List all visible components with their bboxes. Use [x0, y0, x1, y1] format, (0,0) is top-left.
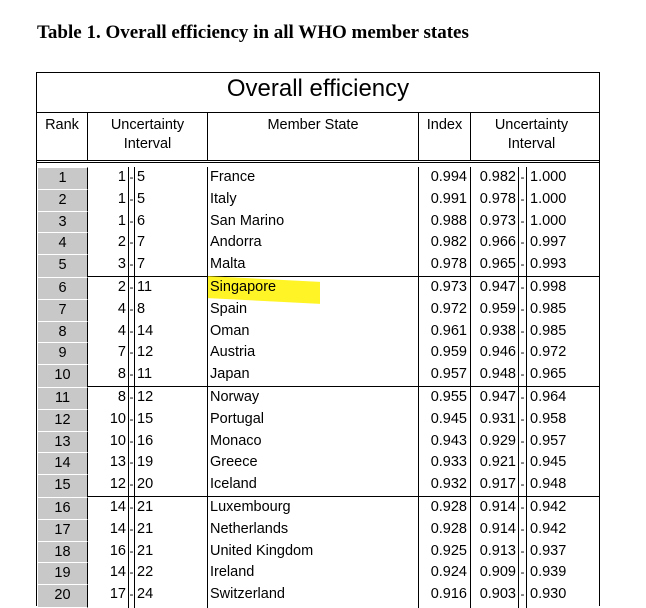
uncertainty-high: 20 [137, 476, 154, 493]
uncertainty-high: 7 [137, 234, 146, 251]
rank-cell: 16 [37, 497, 88, 521]
table-row [37, 211, 599, 233]
range-dash: - [128, 497, 135, 521]
uncertainty-low: 13 [109, 454, 126, 471]
uncertainty-interval-cell [88, 299, 208, 323]
member-state-cell [208, 562, 419, 586]
index-uncertainty-low: 0.982 [479, 169, 516, 185]
uncertainty-low: 3 [117, 256, 126, 273]
uncertainty-low: 10 [109, 410, 126, 427]
member-state-name: Spain [210, 300, 248, 317]
member-state-cell [208, 497, 419, 521]
range-dash: - [518, 321, 527, 345]
member-state-cell [208, 277, 419, 301]
uncertainty-low: 1 [117, 212, 126, 229]
table-row [37, 254, 599, 276]
index-uncertainty-low: 0.909 [479, 564, 516, 581]
member-state-name: Iceland [210, 476, 257, 493]
range-dash: - [518, 584, 527, 608]
range-dash: - [518, 232, 527, 256]
rank-cell: 8 [37, 321, 88, 345]
index-cell: 0.991 [419, 189, 471, 213]
index-uncertainty-high: 0.939 [530, 564, 567, 581]
uncertainty-low: 4 [117, 300, 126, 317]
member-state-cell [208, 189, 419, 213]
index-uncertainty-high: 1.000 [530, 169, 567, 185]
index-uncertainty-high: 0.972 [530, 344, 567, 361]
index-uncertainty-cell [471, 342, 592, 366]
member-state-name: Portugal [210, 410, 265, 427]
uncertainty-interval-cell [88, 189, 208, 213]
member-state-name: Switzerland [210, 586, 285, 603]
member-state-cell [208, 321, 419, 345]
uncertainty-high: 16 [137, 432, 154, 449]
index-uncertainty-low: 0.965 [479, 256, 516, 273]
index-cell: 0.959 [419, 342, 471, 366]
range-dash: - [128, 474, 135, 498]
index-cell: 0.972 [419, 299, 471, 323]
uncertainty-low: 12 [109, 476, 126, 493]
member-state-name: Greece [210, 454, 258, 471]
uncertainty-interval-cell [88, 409, 208, 433]
range-dash: - [518, 387, 527, 411]
uncertainty-high: 12 [137, 344, 154, 361]
table-row [37, 364, 599, 386]
member-state-cell [208, 167, 419, 191]
uncertainty-low: 2 [117, 234, 126, 251]
uncertainty-low: 10 [109, 432, 126, 449]
header-index-uncertainty [471, 113, 592, 160]
index-cell: 0.928 [419, 497, 471, 521]
range-dash: - [128, 519, 135, 543]
index-uncertainty-low: 0.931 [479, 410, 516, 427]
uncertainty-high: 12 [137, 388, 154, 405]
range-dash: - [128, 409, 135, 433]
index-uncertainty-low: 0.914 [479, 520, 516, 537]
header-index-uncertainty-line1: Uncertainty [494, 117, 569, 133]
uncertainty-interval-cell [88, 277, 208, 301]
range-dash: - [128, 364, 135, 388]
index-uncertainty-cell [471, 364, 592, 388]
range-dash: - [128, 321, 135, 345]
rank-cell: 13 [37, 431, 88, 455]
uncertainty-high: 11 [137, 278, 153, 295]
range-dash: - [518, 342, 527, 366]
index-uncertainty-cell [471, 387, 592, 411]
rank-cell: 2 [37, 189, 88, 213]
index-cell: 0.945 [419, 409, 471, 433]
range-dash: - [128, 562, 135, 586]
table-row [37, 342, 599, 364]
member-state-cell [208, 519, 419, 543]
table-row [37, 167, 599, 189]
uncertainty-interval-cell [88, 254, 208, 278]
range-dash: - [518, 167, 527, 191]
index-uncertainty-low: 0.929 [479, 432, 516, 449]
index-cell: 0.924 [419, 562, 471, 586]
uncertainty-high: 5 [137, 190, 146, 207]
header-member-state: Member State [208, 113, 419, 160]
header-uncertainty-line1: Uncertainty [110, 117, 185, 133]
index-cell: 0.925 [419, 541, 471, 565]
index-uncertainty-high: 0.997 [530, 234, 567, 251]
member-state-cell [208, 232, 419, 256]
member-state-cell [208, 584, 419, 608]
table-row [37, 541, 599, 563]
member-state-name: France [210, 169, 256, 185]
header-uncertainty-interval [88, 113, 208, 160]
member-state-name: United Kingdom [210, 542, 314, 559]
uncertainty-low: 14 [109, 564, 126, 581]
member-state-name: Italy [210, 190, 237, 207]
range-dash: - [518, 562, 527, 586]
index-uncertainty-cell [471, 232, 592, 256]
member-state-name: Monaco [210, 432, 262, 449]
range-dash: - [128, 254, 135, 278]
table-row [37, 299, 599, 321]
index-uncertainty-low: 0.903 [479, 586, 516, 603]
member-state-name: Japan [210, 366, 250, 383]
index-uncertainty-cell [471, 189, 592, 213]
range-dash: - [128, 189, 135, 213]
range-dash: - [128, 541, 135, 565]
index-uncertainty-high: 0.998 [530, 278, 567, 295]
member-state-name: Luxembourg [210, 498, 291, 515]
index-uncertainty-cell [471, 474, 592, 498]
index-cell: 0.973 [419, 277, 471, 301]
index-uncertainty-low: 0.966 [479, 234, 516, 251]
uncertainty-interval-cell [88, 452, 208, 476]
index-uncertainty-high: 0.958 [530, 410, 567, 427]
index-uncertainty-cell [471, 254, 592, 278]
member-state-name: Andorra [210, 234, 262, 251]
uncertainty-interval-cell [88, 584, 208, 608]
uncertainty-interval-cell [88, 321, 208, 345]
range-dash: - [128, 211, 135, 235]
range-dash: - [518, 431, 527, 455]
index-uncertainty-cell [471, 277, 592, 301]
index-cell: 0.932 [419, 474, 471, 498]
index-uncertainty-cell [471, 541, 592, 565]
uncertainty-high: 8 [137, 300, 146, 317]
table-row [37, 276, 599, 299]
rank-cell: 15 [37, 474, 88, 498]
member-state-cell [208, 474, 419, 498]
index-cell: 0.957 [419, 364, 471, 388]
uncertainty-interval-cell [88, 474, 208, 498]
member-state-cell [208, 299, 419, 323]
table-header-row [37, 113, 599, 163]
rank-cell: 6 [37, 277, 88, 301]
uncertainty-interval-cell [88, 342, 208, 366]
range-dash: - [518, 409, 527, 433]
range-dash: - [518, 519, 527, 543]
uncertainty-high: 11 [137, 366, 153, 383]
member-state-cell [208, 254, 419, 278]
index-uncertainty-cell [471, 584, 592, 608]
table-row [37, 519, 599, 541]
range-dash: - [518, 541, 527, 565]
table-row [37, 409, 599, 431]
range-dash: - [518, 189, 527, 213]
index-uncertainty-high: 0.985 [530, 322, 567, 339]
range-dash: - [128, 387, 135, 411]
table-row [37, 189, 599, 211]
header-index: Index [419, 113, 471, 160]
index-uncertainty-cell [471, 497, 592, 521]
index-uncertainty-high: 1.000 [530, 212, 567, 229]
index-uncertainty-high: 0.942 [530, 520, 567, 537]
uncertainty-low: 17 [109, 586, 126, 603]
uncertainty-high: 14 [137, 322, 154, 339]
rank-cell: 3 [37, 211, 88, 235]
index-uncertainty-cell [471, 519, 592, 543]
uncertainty-interval-cell [88, 431, 208, 455]
header-index-uncertainty-line2: Interval [507, 136, 556, 152]
index-uncertainty-low: 0.978 [479, 190, 516, 207]
range-dash: - [128, 584, 135, 608]
rank-cell: 5 [37, 254, 88, 278]
index-uncertainty-high: 0.930 [530, 586, 567, 603]
rank-cell: 20 [37, 584, 88, 608]
uncertainty-high: 7 [137, 256, 146, 273]
uncertainty-interval-cell [88, 364, 208, 388]
index-cell: 0.933 [419, 452, 471, 476]
index-uncertainty-cell [471, 211, 592, 235]
index-uncertainty-high: 0.993 [530, 256, 567, 273]
index-cell: 0.961 [419, 321, 471, 345]
member-state-cell [208, 211, 419, 235]
index-uncertainty-cell [471, 299, 592, 323]
member-state-cell [208, 541, 419, 565]
member-state-name: Malta [210, 256, 246, 273]
rank-cell: 14 [37, 452, 88, 476]
rank-cell: 19 [37, 562, 88, 586]
table-row [37, 431, 599, 453]
uncertainty-low: 7 [117, 344, 126, 361]
range-dash: - [518, 299, 527, 323]
uncertainty-interval-cell [88, 519, 208, 543]
member-state-name: Singapore [210, 278, 277, 295]
uncertainty-high: 21 [137, 542, 154, 559]
index-uncertainty-high: 0.965 [530, 366, 567, 383]
range-dash: - [518, 211, 527, 235]
uncertainty-high: 5 [137, 169, 146, 185]
uncertainty-low: 14 [109, 498, 126, 515]
member-state-name: Oman [210, 322, 250, 339]
uncertainty-low: 8 [117, 366, 126, 383]
index-uncertainty-cell [471, 167, 592, 191]
index-uncertainty-cell [471, 321, 592, 345]
index-uncertainty-low: 0.947 [479, 278, 516, 295]
index-uncertainty-high: 0.964 [530, 388, 567, 405]
uncertainty-interval-cell [88, 497, 208, 521]
table-row [37, 232, 599, 254]
uncertainty-high: 15 [137, 410, 154, 427]
range-dash: - [518, 254, 527, 278]
index-uncertainty-cell [471, 452, 592, 476]
table-row [37, 386, 599, 409]
header-uncertainty-line2: Interval [123, 136, 172, 152]
table-body [37, 167, 599, 606]
range-dash: - [518, 277, 527, 301]
index-uncertainty-high: 0.948 [530, 476, 567, 493]
uncertainty-interval-cell [88, 562, 208, 586]
uncertainty-low: 14 [109, 520, 126, 537]
header-rank: Rank [37, 113, 88, 160]
index-cell: 0.955 [419, 387, 471, 411]
rank-cell: 18 [37, 541, 88, 565]
index-uncertainty-high: 1.000 [530, 190, 567, 207]
index-cell: 0.943 [419, 431, 471, 455]
index-uncertainty-cell [471, 562, 592, 586]
uncertainty-low: 8 [117, 388, 126, 405]
table-row [37, 562, 599, 584]
index-uncertainty-high: 0.942 [530, 498, 567, 515]
table-caption: Table 1. Overall efficiency in all WHO member states [37, 22, 469, 43]
index-uncertainty-low: 0.948 [479, 366, 516, 383]
index-uncertainty-low: 0.913 [479, 542, 516, 559]
range-dash: - [128, 431, 135, 455]
uncertainty-low: 16 [109, 542, 126, 559]
table-banner: Overall efficiency [37, 73, 599, 113]
rank-cell: 10 [37, 364, 88, 388]
index-uncertainty-low: 0.917 [479, 476, 516, 493]
range-dash: - [128, 167, 135, 191]
member-state-name: Ireland [210, 564, 255, 581]
rank-cell: 1 [37, 167, 88, 191]
index-cell: 0.916 [419, 584, 471, 608]
index-uncertainty-high: 0.945 [530, 454, 567, 471]
uncertainty-high: 21 [137, 520, 154, 537]
uncertainty-interval-cell [88, 541, 208, 565]
range-dash: - [518, 474, 527, 498]
index-uncertainty-low: 0.946 [479, 344, 516, 361]
efficiency-table [36, 72, 600, 606]
table-row [37, 496, 599, 519]
uncertainty-high: 6 [137, 212, 146, 229]
range-dash: - [518, 364, 527, 388]
range-dash: - [128, 299, 135, 323]
index-uncertainty-low: 0.973 [479, 212, 516, 229]
member-state-cell [208, 387, 419, 411]
range-dash: - [128, 452, 135, 476]
index-uncertainty-high: 0.985 [530, 300, 567, 317]
rank-cell: 4 [37, 232, 88, 256]
rank-cell: 11 [37, 387, 88, 411]
uncertainty-interval-cell [88, 211, 208, 235]
index-cell: 0.994 [419, 167, 471, 191]
table-row [37, 452, 599, 474]
member-state-cell [208, 342, 419, 366]
member-state-name: Netherlands [210, 520, 289, 537]
member-state-name: San Marino [210, 212, 285, 229]
range-dash: - [128, 277, 135, 301]
uncertainty-low: 4 [117, 322, 126, 339]
index-uncertainty-low: 0.947 [479, 388, 516, 405]
rank-cell: 9 [37, 342, 88, 366]
range-dash: - [128, 342, 135, 366]
member-state-cell [208, 364, 419, 388]
uncertainty-interval-cell [88, 232, 208, 256]
range-dash: - [518, 497, 527, 521]
index-uncertainty-low: 0.914 [479, 498, 516, 515]
member-state-cell [208, 452, 419, 476]
member-state-cell [208, 409, 419, 433]
uncertainty-high: 21 [137, 498, 154, 515]
uncertainty-interval-cell [88, 387, 208, 411]
table-row [37, 474, 599, 496]
index-uncertainty-high: 0.937 [530, 542, 567, 559]
uncertainty-high: 19 [137, 454, 154, 471]
index-uncertainty-low: 0.921 [479, 454, 516, 471]
range-dash: - [128, 232, 135, 256]
uncertainty-high: 24 [137, 586, 154, 603]
uncertainty-low: 2 [117, 278, 126, 295]
member-state-name: Norway [210, 388, 260, 405]
index-uncertainty-cell [471, 409, 592, 433]
member-state-name: Austria [210, 344, 256, 361]
index-uncertainty-high: 0.957 [530, 432, 567, 449]
rank-cell: 17 [37, 519, 88, 543]
index-uncertainty-low: 0.959 [479, 300, 516, 317]
index-cell: 0.928 [419, 519, 471, 543]
uncertainty-low: 1 [117, 169, 126, 185]
index-uncertainty-low: 0.938 [479, 322, 516, 339]
index-uncertainty-cell [471, 431, 592, 455]
uncertainty-interval-cell [88, 167, 208, 191]
rank-cell: 12 [37, 409, 88, 433]
range-dash: - [518, 452, 527, 476]
index-cell: 0.978 [419, 254, 471, 278]
table-row [37, 321, 599, 343]
rank-cell: 7 [37, 299, 88, 323]
uncertainty-high: 22 [137, 564, 154, 581]
member-state-cell [208, 431, 419, 455]
table-row [37, 584, 599, 606]
index-cell: 0.982 [419, 232, 471, 256]
uncertainty-low: 1 [117, 190, 126, 207]
index-cell: 0.988 [419, 211, 471, 235]
